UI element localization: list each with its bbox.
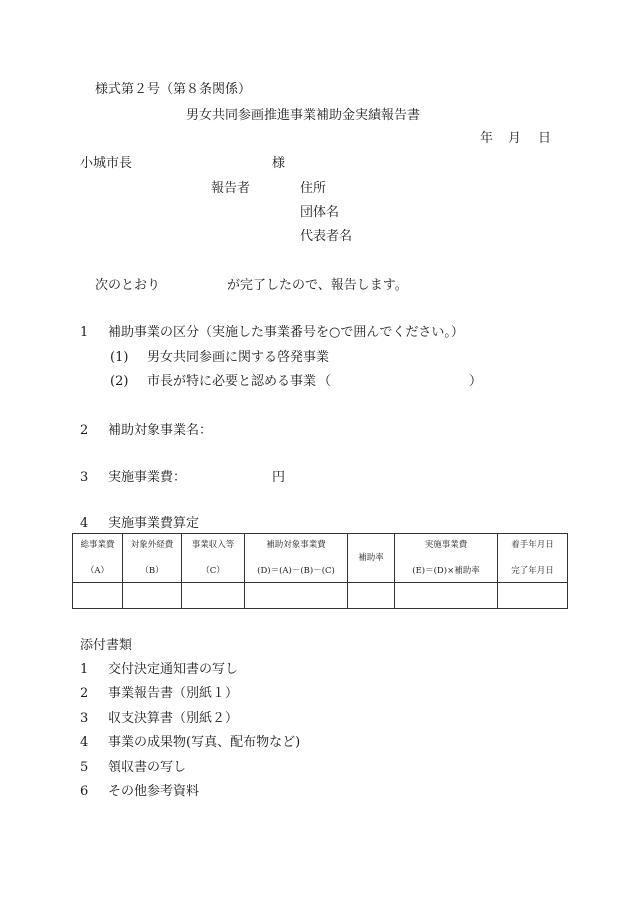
attachment-6-number: 6 bbox=[80, 784, 89, 799]
attachment-3-text: 収支決算書（別紙２） bbox=[108, 711, 239, 726]
subsidy-rate-cell[interactable] bbox=[348, 583, 395, 609]
yen-unit: 円 bbox=[272, 470, 286, 485]
section-2-number: 2 bbox=[80, 423, 89, 438]
attachment-3-number: 3 bbox=[80, 711, 89, 726]
category-1-number: (1) bbox=[110, 350, 129, 365]
income-cell[interactable] bbox=[182, 583, 245, 609]
excluded-cost-cell[interactable] bbox=[123, 583, 182, 609]
table-header-cell: 補助対象事業費 (D)＝(A)－(B)－(C) bbox=[245, 534, 348, 583]
intro-text-after: が完了したので、報告します。 bbox=[227, 278, 408, 293]
section-1-number: 1 bbox=[80, 325, 89, 340]
attachment-2-text: 事業報告書（別紙１） bbox=[108, 686, 239, 701]
dates-cell[interactable] bbox=[498, 583, 568, 609]
table-header-cell: 実施事業費 (E)＝(D)×補助率 bbox=[395, 534, 498, 583]
attachment-4-text: 事業の成果物(写真、配布物など) bbox=[108, 735, 301, 750]
category-2-text: 市長が特に必要と認める事業 bbox=[147, 374, 317, 389]
category-1-text: 男女共同参画に関する啓発事業 bbox=[147, 350, 330, 365]
honorific: 様 bbox=[272, 156, 286, 171]
section-4-title: 実施事業費算定 bbox=[108, 516, 200, 531]
table-row bbox=[73, 583, 568, 609]
addressee: 小城市長 bbox=[80, 156, 133, 171]
date-month-label: 月 bbox=[508, 131, 522, 146]
attachment-1-number: 1 bbox=[80, 662, 89, 677]
representative-label: 代表者名 bbox=[300, 229, 353, 244]
attachment-4-number: 4 bbox=[80, 735, 89, 750]
table-header-row bbox=[73, 534, 568, 583]
table-header-cell: 総事業費 （A） bbox=[73, 534, 123, 583]
category-2-number: (2) bbox=[110, 374, 129, 389]
address-label: 住所 bbox=[300, 181, 327, 196]
form-number: 様式第２号（第８条関係） bbox=[95, 82, 252, 97]
eligible-cost-cell[interactable] bbox=[245, 583, 348, 609]
attachments-heading: 添付書類 bbox=[80, 638, 133, 653]
reporter-label: 報告者 bbox=[211, 181, 251, 196]
expense-calculation-table bbox=[72, 533, 568, 609]
attachment-1-text: 交付決定通知書の写し bbox=[108, 662, 239, 677]
table-header-cell: 対象外経費 （B） bbox=[123, 534, 182, 583]
group-name-label: 団体名 bbox=[300, 205, 340, 220]
table-header-cell: 事業収入等 （C） bbox=[182, 534, 245, 583]
section-2-title: 補助対象事業名： bbox=[108, 423, 213, 438]
section-3-number: 3 bbox=[80, 470, 89, 485]
document-title: 男女共同参画推進事業補助金実績報告書 bbox=[186, 108, 421, 123]
attachment-2-number: 2 bbox=[80, 686, 89, 701]
total-cost-cell[interactable] bbox=[73, 583, 123, 609]
implemented-cost-cell[interactable] bbox=[395, 583, 498, 609]
intro-text-before: 次のとおり bbox=[95, 278, 161, 293]
section-1-title: 補助事業の区分（実施した事業番号を○で囲んでください。） bbox=[108, 325, 464, 340]
category-2-paren-close: ） bbox=[469, 374, 483, 389]
attachment-5-text: 領収書の写し bbox=[108, 760, 187, 775]
attachment-6-text: その他参考資料 bbox=[108, 784, 200, 799]
category-2-paren-open: （ bbox=[318, 374, 332, 389]
section-3-title: 実施事業費： bbox=[108, 470, 187, 485]
attachment-5-number: 5 bbox=[80, 760, 89, 775]
table-header-cell: 補助率 bbox=[348, 534, 395, 583]
date-day-label: 日 bbox=[538, 131, 552, 146]
section-4-number: 4 bbox=[80, 516, 89, 531]
table-header-cell: 着手年月日 完了年月日 bbox=[498, 534, 568, 583]
date-year-label: 年 bbox=[480, 131, 494, 146]
